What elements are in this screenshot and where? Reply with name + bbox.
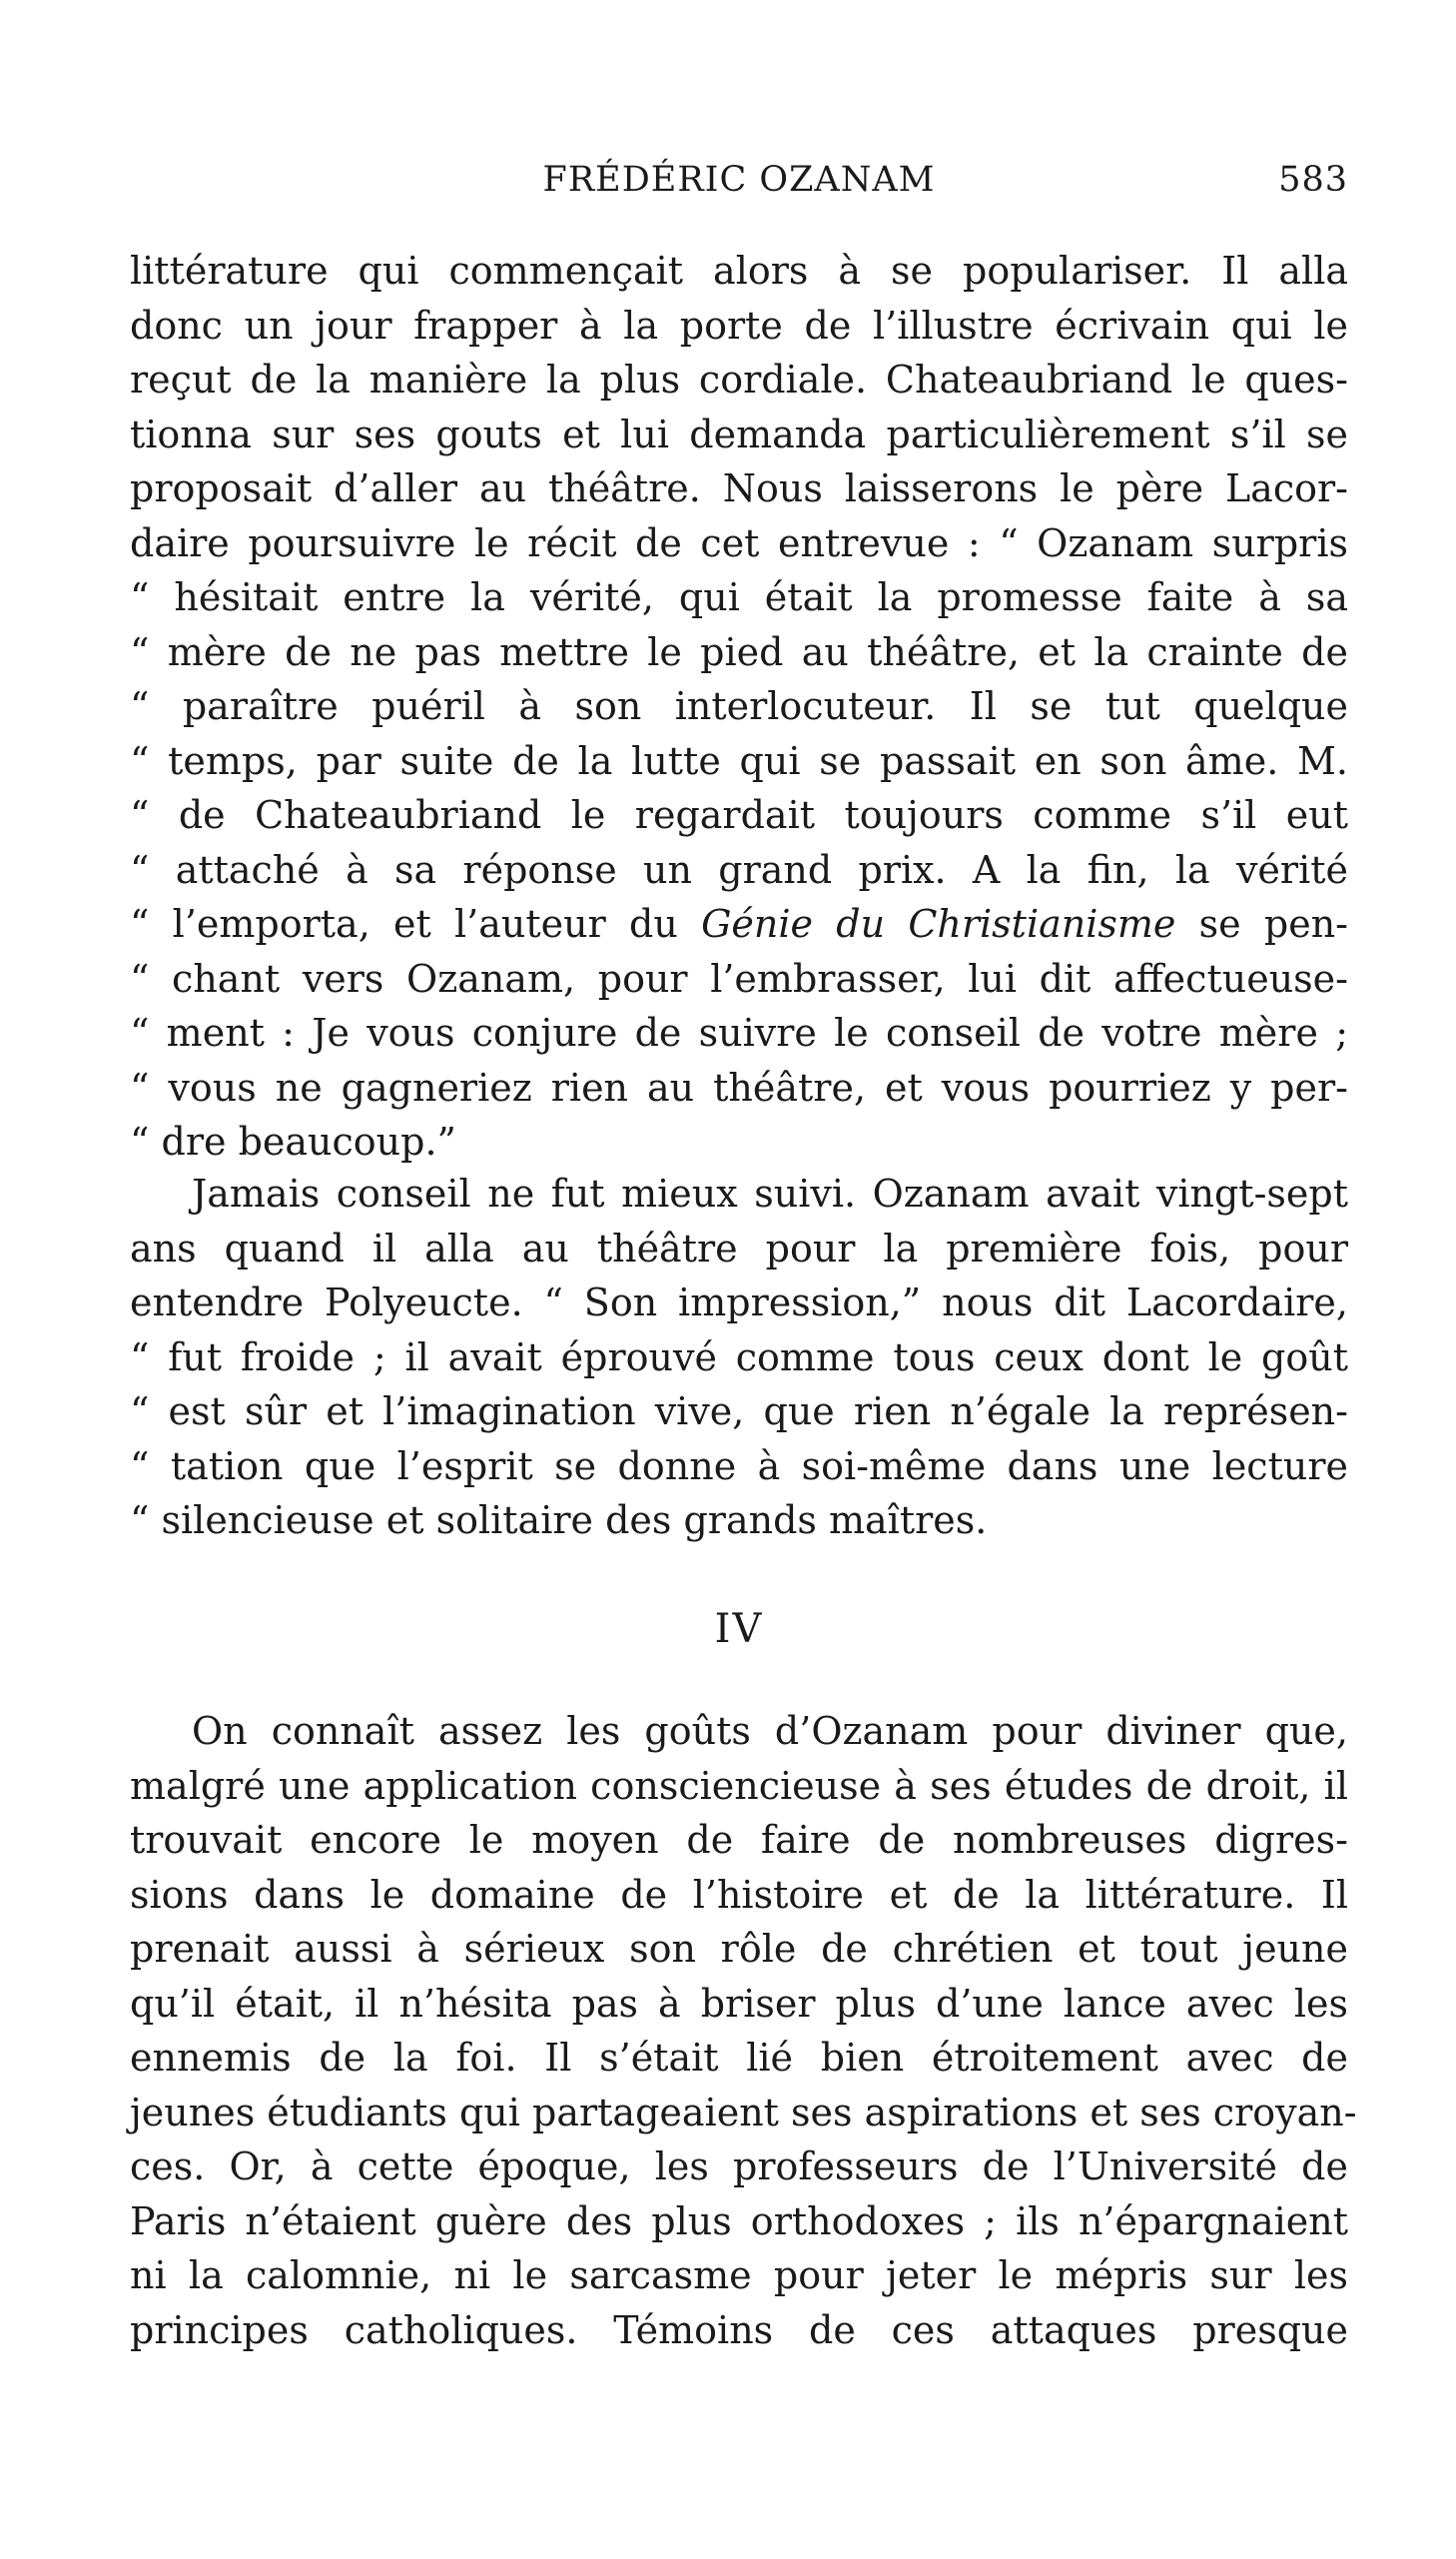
text-line: entendre Polyeucte. “ Son impression,” nous dit Lacordaire, — [130, 1280, 1348, 1324]
text-line: sions dans le domaine de l’histoire et de la littérature. Il — [130, 1872, 1348, 1917]
text-line: ni la calomnie, ni le sarcasme pour jeter le mépris sur les — [130, 2253, 1348, 2297]
running-head — [130, 160, 1348, 210]
text-line: “ dre beaucoup.” — [130, 1120, 456, 1164]
text-fragment: “ l’emporta, et l’auteur du — [130, 902, 702, 946]
text-line: “ de Chateaubriand le regardait toujours comme s’il eut — [130, 793, 1348, 837]
section-heading: IV — [714, 1606, 764, 1652]
book-title-italic: Génie du Christianisme — [701, 902, 1176, 946]
text-line: littérature qui commençait alors à se populariser. Il alla — [130, 249, 1348, 293]
paragraph-chateaubriand — [130, 244, 1348, 1170]
text-line: “ attaché à sa réponse un grand prix. A la fin, la vérité — [130, 847, 1348, 892]
text-line: “ paraître puéril à son interlocuteur. Il se tut quelque — [130, 684, 1348, 728]
text-line: ces. Or, à cette époque, les professeurs de l’Université de — [130, 2144, 1348, 2188]
text-line: ans quand il alla au théâtre pour la première fois, pour — [130, 1226, 1348, 1271]
text-line: “ chant vers Ozanam, pour l’embrasser, lui dit affectueuse- — [130, 956, 1348, 1001]
text-line: On connaît assez les goûts d’Ozanam pour diviner que, — [192, 1709, 1348, 1753]
paragraph-polyeucte — [130, 1167, 1348, 1548]
text-line: trouvait encore le moyen de faire de nombreuses digres- — [130, 1818, 1348, 1862]
text-line: “ fut froide ; il avait éprouvé comme tous ceux dont le goût — [130, 1334, 1348, 1379]
text-line: “ silencieuse et solitaire des grands maîtres. — [130, 1498, 988, 1542]
page-number: 583 — [1278, 160, 1348, 200]
text-line: “ ment : Je vous conjure de suivre le conseil de votre mère ; — [130, 1011, 1348, 1055]
text-line: Jamais conseil ne fut mieux suivi. Ozanam avait vingt-sept — [192, 1172, 1348, 1216]
paragraph-university — [130, 1704, 1357, 2357]
text-line: “ temps, par suite de la lutte qui se passait en son âme. M. — [130, 738, 1348, 783]
text-line: “ mère de ne pas mettre le pied au théâtre, et la crainte de — [130, 629, 1348, 674]
text-line-with-title — [130, 897, 1348, 952]
text-line: tionna sur ses gouts et lui demanda particulièrement s’il se — [130, 412, 1348, 456]
text-line: principes catholiques. Témoins de ces attaques presque — [130, 2307, 1348, 2352]
text-line: qu’il était, il n’hésita pas à briser plus d’une lance avec les — [130, 1981, 1348, 2026]
text-fragment: se pen- — [1175, 902, 1349, 946]
text-line: “ est sûr et l’imagination vive, que rien n’égale la représen- — [130, 1389, 1348, 1433]
text-line: reçut de la manière la plus cordiale. Chateaubriand le ques- — [130, 358, 1348, 402]
text-line: “ tation que l’esprit se donne à soi-même dans une lecture — [130, 1443, 1348, 1488]
text-line: prenait aussi à sérieux son rôle de chrétien et tout jeune — [130, 1927, 1348, 1971]
text-line: “ vous ne gagneriez rien au théâtre, et vous pourriez y per- — [130, 1065, 1348, 1110]
text-line: proposait d’aller au théâtre. Nous laisserons le père Lacor- — [130, 466, 1348, 510]
text-line: jeunes étudiants qui partageaient ses aspirations et ses croyan- — [130, 2090, 1357, 2134]
text-line: malgré une application consciencieuse à ses études de droit, il — [130, 1763, 1348, 1808]
text-line: donc un jour frapper à la porte de l’illustre écrivain qui le — [130, 303, 1348, 348]
text-line: ennemis de la foi. Il s’était lié bien étroitement avec de — [130, 2036, 1348, 2080]
text-line: daire poursuivre le récit de cet entrevue : “ Ozanam surpris — [130, 520, 1348, 565]
running-title: FRÉDÉRIC OZANAM — [542, 160, 936, 200]
text-line: Paris n’étaient guère des plus orthodoxes ; ils n’épargnaient — [130, 2198, 1348, 2243]
text-line: “ hésitait entre la vérité, qui était la promesse faite à sa — [130, 575, 1348, 619]
